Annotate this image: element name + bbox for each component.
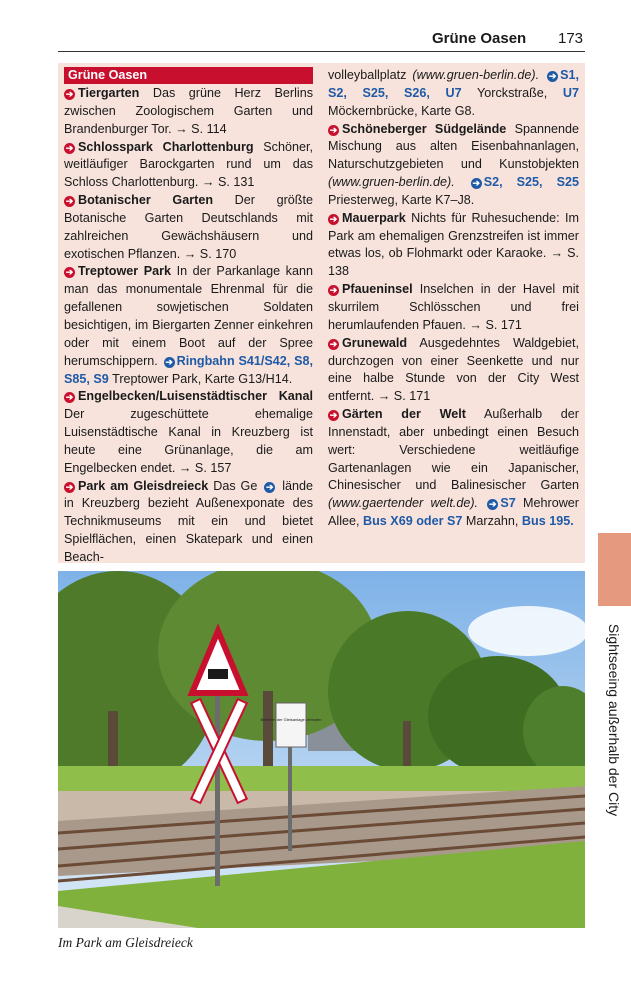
entry-text: Yorckstraße, bbox=[477, 85, 548, 100]
red-circle-arrow-icon: ➔ bbox=[329, 338, 338, 349]
red-circle-arrow-icon: ➔ bbox=[65, 89, 74, 99]
signpost bbox=[215, 681, 220, 886]
park-photo-illustration bbox=[58, 571, 585, 928]
photo-caption: Im Park am Gleisdreieck bbox=[58, 935, 193, 950]
section-side-label: Sightseeing außerhalb der City bbox=[606, 623, 622, 817]
running-header-title: Grüne Oasen bbox=[432, 30, 527, 47]
entry-text-after: lände in Kreuzberg bezieht Außenexponate des Technikmuseums mit ein und bietet Spielflächen, einen Skatepark und einen Beach- bbox=[64, 478, 314, 564]
entry-text-after: Treptower Park, Karte G13/H14. bbox=[112, 371, 293, 386]
section-tab bbox=[598, 533, 631, 606]
info-box-left-column bbox=[64, 67, 313, 567]
transit-info: S1, S2, S25, S26, U7 bbox=[328, 68, 579, 100]
entry-name: Gärten der Welt bbox=[342, 407, 466, 422]
info-box bbox=[58, 63, 585, 563]
prohibition-sign bbox=[276, 703, 306, 747]
entry-text: In der Parkanlage kann man das monumentale Ehrenmal für die gefallenen sowjetischen Soldaten besichtigen, im Biergarten Zenner einkehren oder mit einem Boot auf der Spree herumschippern. bbox=[64, 264, 313, 368]
entry-name: Botanischer Garten bbox=[78, 193, 214, 208]
cloud bbox=[468, 606, 585, 656]
entry-url: (www.gruen-berlin.de). bbox=[412, 68, 540, 82]
entry-text: Der zugeschüttete ehemalige Luisenstädtische Kanal in Kreuzberg ist heute eine Grünanlage, die am Engelbecken endet. → S. 157 bbox=[64, 407, 313, 475]
entry-name: Schlosspark Charlottenburg bbox=[78, 139, 254, 154]
blue-circle-arrow-icon: ➔ bbox=[266, 481, 274, 492]
entry-name: Tiergarten bbox=[78, 86, 140, 100]
entry-text: Das Ge bbox=[213, 478, 258, 493]
red-circle-arrow-icon: ➔ bbox=[65, 267, 74, 278]
entry-name: Pfaueninsel bbox=[342, 282, 413, 297]
entry-text: Das grüne Herz Berlins zwischen Zoologischem Garten und Brandenburger Tor. → S. 114 bbox=[64, 86, 314, 136]
list-item bbox=[64, 478, 313, 567]
entry-text: Inselchen in der Havel mit skurrilem Schlösschen und frei herumlaufenden Pfauen. → S. 171 bbox=[328, 282, 580, 332]
entry-text: Schöner, weitläufiger Barockgarten rund um das Schloss Charlottenburg. → S. 131 bbox=[64, 139, 313, 190]
entry-text: Der größte Botanische Garten Deutschlands mit zahlreichen Gewächshäusern und exotischen Pflanzen. → S. 170 bbox=[64, 193, 313, 261]
red-circle-arrow-icon: ➔ bbox=[65, 392, 74, 403]
list-item bbox=[328, 406, 579, 531]
red-circle-arrow-icon: ➔ bbox=[329, 213, 338, 224]
red-circle-arrow-icon: ➔ bbox=[65, 142, 74, 153]
list-item bbox=[64, 263, 313, 388]
entry-name: Treptower Park bbox=[78, 264, 172, 279]
entry-url: (www.gruen-berlin.de). bbox=[328, 175, 455, 190]
blue-circle-arrow-icon: ➔ bbox=[165, 356, 173, 367]
list-item-continued bbox=[328, 67, 579, 121]
entry-text: Spannende Mischung aus alten Eisenbahnanlagen, Naturschutzgebieten und Kunstobjekten bbox=[328, 121, 579, 172]
entry-url: (www.gaertender welt.de). bbox=[328, 496, 479, 511]
entry-text-after: Mehrower Allee, bbox=[328, 496, 579, 529]
blue-circle-arrow-icon: ➔ bbox=[472, 178, 480, 189]
red-circle-arrow-icon: ➔ bbox=[329, 410, 338, 421]
list-item bbox=[328, 335, 579, 406]
list-item bbox=[328, 210, 579, 281]
transit-info: U7 bbox=[562, 85, 579, 100]
transit-info: Bus X69 oder S7 bbox=[363, 514, 463, 529]
blue-circle-arrow-icon: ➔ bbox=[548, 71, 557, 81]
transit-info: S7 bbox=[500, 496, 516, 511]
entry-name: Engelbecken/Luisenstädtischer Kanal bbox=[78, 389, 313, 404]
list-item bbox=[64, 192, 313, 263]
entry-name: Mauerpark bbox=[342, 210, 406, 225]
blue-circle-arrow-icon: ➔ bbox=[489, 499, 497, 510]
list-item bbox=[64, 85, 313, 139]
header-rule bbox=[58, 51, 585, 52]
train-icon bbox=[208, 669, 228, 679]
prohibition-sign-text: Betreten der Gleisanlage verboten bbox=[260, 717, 322, 722]
entry-text: Außerhalb der Innenstadt, aber unbedingt einen Besuch wert: Verschiedene weitläufige Gartenanlagen wie ein Japanischer, Chinesischer und Balinesischer Garten bbox=[328, 407, 579, 493]
red-circle-arrow-icon: ➔ bbox=[329, 124, 338, 135]
list-item bbox=[328, 281, 579, 335]
list-item bbox=[328, 121, 579, 210]
entry-text-after: Marzahn, bbox=[465, 514, 519, 529]
entry-name: Park am Gleisdreieck bbox=[78, 478, 209, 493]
list-item bbox=[64, 388, 313, 477]
red-circle-arrow-icon: ➔ bbox=[65, 481, 74, 492]
transit-info: Ringbahn S41/S42, S8, S85, S9 bbox=[64, 353, 314, 386]
page-number: 173 bbox=[558, 30, 584, 47]
park-photo bbox=[58, 571, 585, 928]
box-label: Grüne Oasen bbox=[64, 67, 313, 84]
transit-info: Bus 195. bbox=[521, 514, 574, 529]
entry-text: volleyballplatz bbox=[328, 68, 407, 82]
red-circle-arrow-icon: ➔ bbox=[329, 285, 338, 296]
entry-text-after: Priesterweg, Karte K7–J8. bbox=[328, 192, 475, 207]
red-circle-arrow-icon: ➔ bbox=[65, 196, 74, 207]
entry-text: Ausgedehntes Waldgebiet, durchzogen von einer Seenkette und nur eine halbe Stunde von der City West entfernt. → S. 171 bbox=[328, 335, 579, 404]
entry-name: Schöneberger Südgelände bbox=[342, 121, 507, 136]
entry-text: Nichts für Ruhesuchende: Im Park am ehemaligen Grenzstreifen ist immer etwas los, ob Flohmarkt oder Karaoke. → S. 138 bbox=[328, 210, 580, 279]
info-box-right-column bbox=[328, 67, 579, 531]
entry-text-after: Möckernbrücke, Karte G8. bbox=[328, 103, 475, 118]
transit-info: S2, S25, S25 bbox=[483, 175, 579, 190]
list-item bbox=[64, 139, 313, 193]
entry-name: Grunewald bbox=[342, 335, 408, 350]
